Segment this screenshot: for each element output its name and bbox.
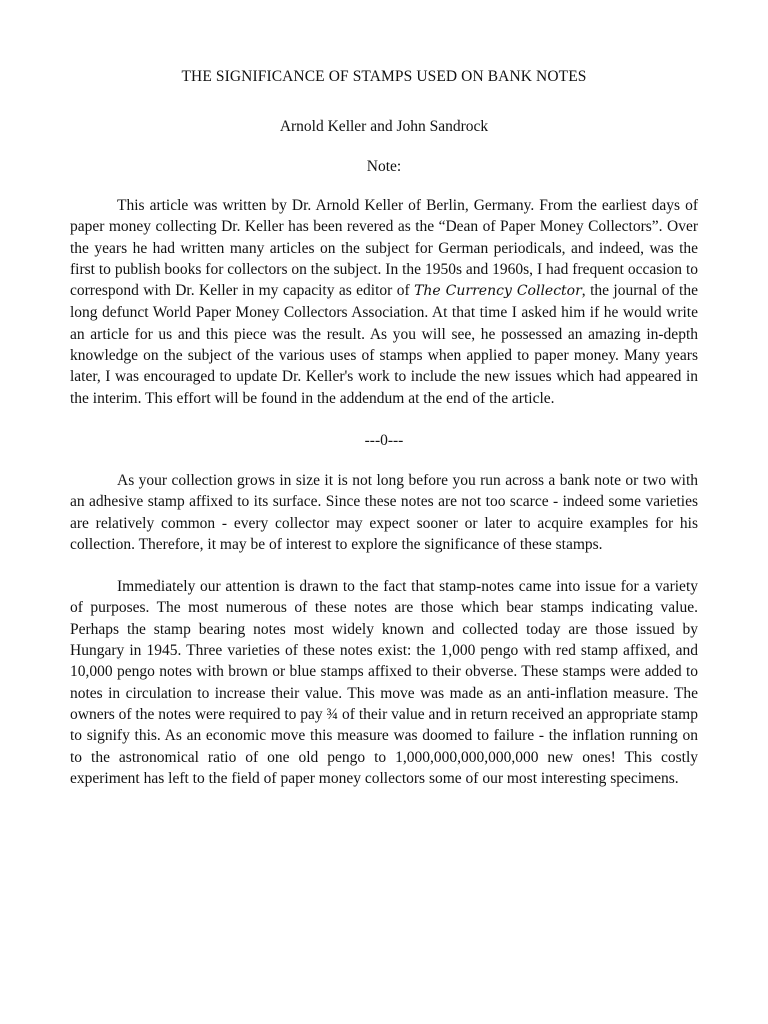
document-title: THE SIGNIFICANCE OF STAMPS USED ON BANK NOTES (181, 68, 587, 85)
document-page (70, 66, 698, 810)
paragraph-intro-text-end: , the journal of the long defunct World Paper Money Collectors Association. At that time I asked him if he would write an article for us and this piece was the result. As you will see, he possessed an amazing in-depth knowledge on the subject of the various uses of stamps when applied to paper money. Many years later, I was encouraged to update Dr. Keller's work to include the new issues which had appeared in the interim. This effort will be found in the addendum at the end of the article. (70, 282, 698, 407)
paragraph-intro-note (70, 195, 698, 409)
paragraph-collection: As your collection grows in size it is not long before you run across a bank note or two with an adhesive stamp affixed to its surface. Since these notes are not too scarce - indeed some varieties are relatively common - every collector may expect sooner or later to acquire examples for his collection. Therefore, it may be of interest to explore the significance of these stamps. (70, 471, 698, 553)
document-authors: Arnold Keller and John Sandrock (279, 118, 489, 135)
journal-title-italic: The Currency Collector (414, 283, 582, 300)
note-heading: Note: (366, 158, 402, 175)
paragraph-hungary: Immediately our attention is drawn to the fact that stamp-notes came into issue for a variety of purposes. The most numerous of these notes are those which bear stamps indicating value. Perhaps the stamp bearing notes most widely known and collected today are those issued by Hungary in 1945. Three varieties of these notes exist: the 1,000 pengo with red stamp affixed, and 10,000 pengo notes with brown or blue stamps affixed to their obverse. These stamps were added to notes in circulation to increase their value. This move was made as an anti-inflation measure. The owners of the notes were required to pay ¾ of their value and in return received an appropriate stamp to signify this. As an economic move this measure was doomed to failure - the inflation running on to the astronomical ratio of one old pengo to 1,000,000,000,000,000 new ones! This costly experiment has left to the field of paper money collectors some of our most interesting specimens. (70, 578, 698, 787)
section-separator: ---0--- (364, 431, 404, 449)
paragraph-intro-text-start: This article was written by Dr. Arnold Keller of Berlin, Germany. From the earliest days of paper money collecting Dr. Keller has been revered as the “Dean of Paper Money Collectors”. Over the years he had written many articles on the subject for German periodicals, and indeed, was the first to publish books for collectors on the subject. In the 1950s and 1960s, I had frequent occasion to correspond with Dr. Keller in my capacity as editor of (70, 197, 698, 300)
